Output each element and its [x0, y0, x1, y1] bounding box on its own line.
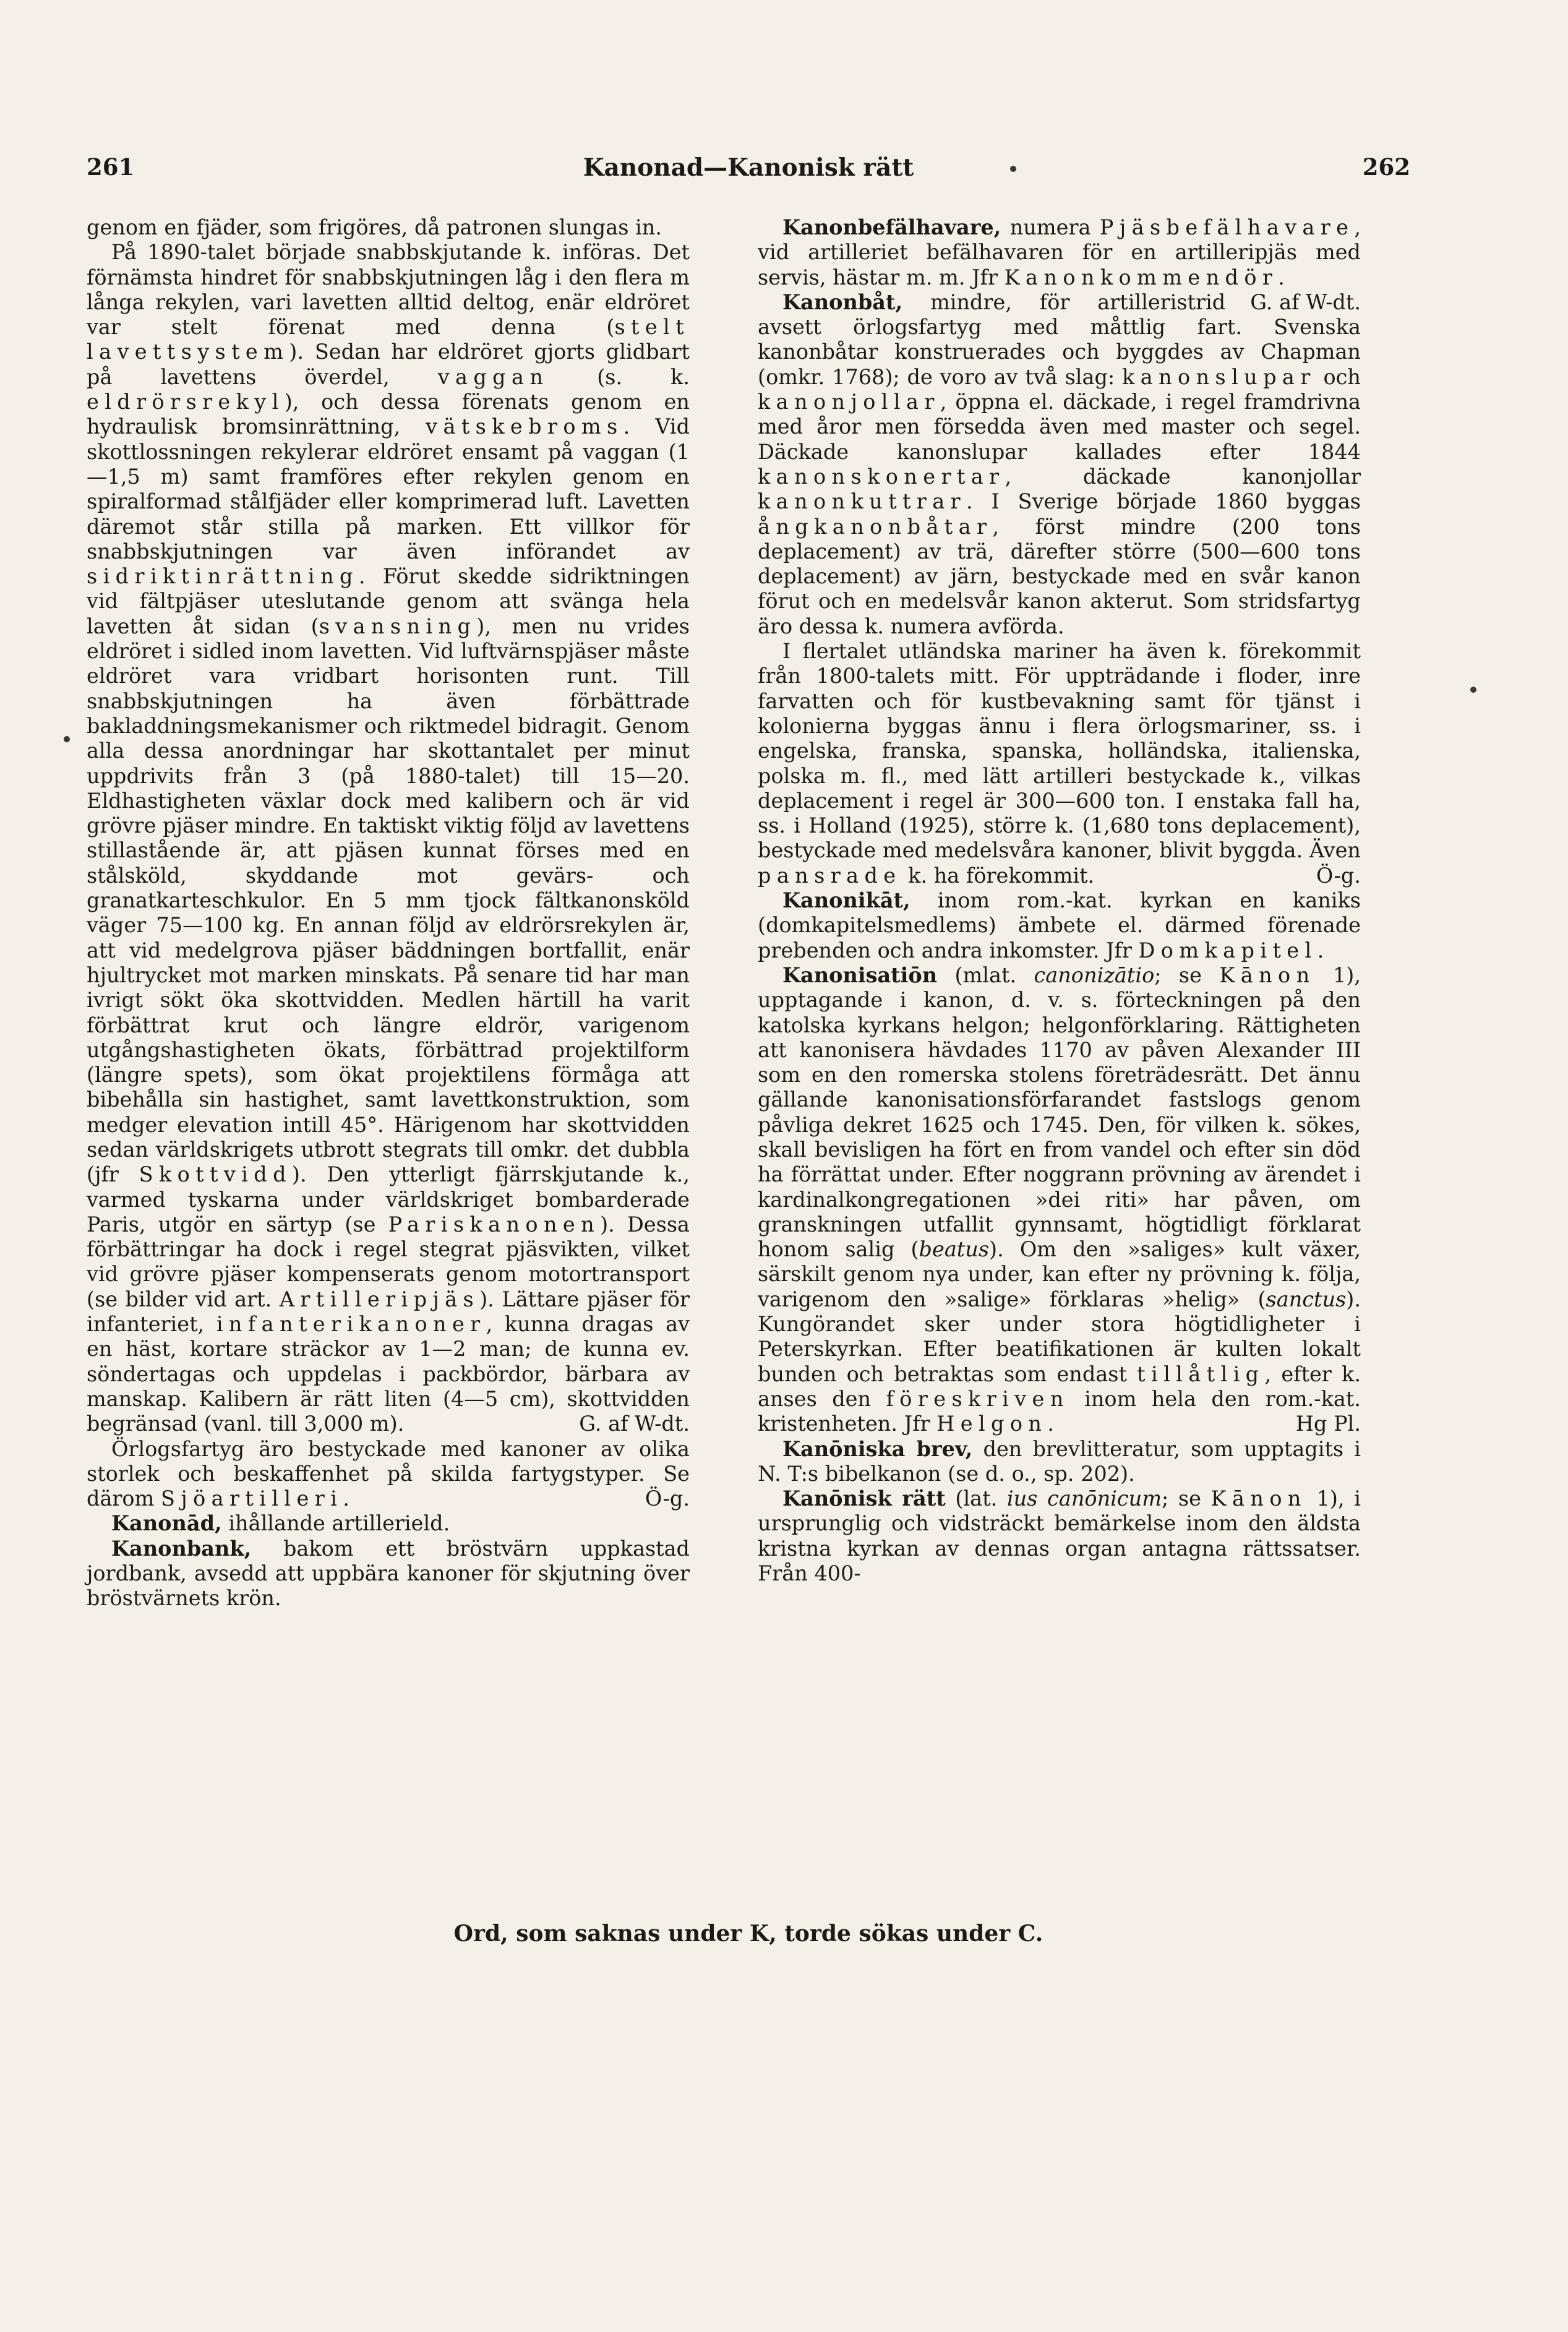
entry-kanonbefalhavare: Kanonbefälhavare, numera Pjäsbefälhavare, vid artilleriet befälhavaren för en artilleripjäs med servis, hästar m. m. Jfr Kanonkommendör. G. af W-dt. [758, 215, 1361, 314]
headword: Kanonbank, [111, 1536, 252, 1561]
right-column [758, 215, 1361, 1586]
author-signature: G. af W-dt. [579, 1412, 690, 1436]
headword: Kanonād, [111, 1511, 222, 1536]
headword: Kanonikāt, [782, 888, 910, 913]
headword: Kanonisatiōn [782, 962, 938, 987]
running-title: Kanonad—Kanonisk rätt [583, 153, 914, 182]
page-number-left: 261 [87, 153, 135, 181]
headword: Kanonbefälhavare, [782, 215, 1001, 239]
print-speck [1010, 166, 1016, 172]
headword: Kanonbåt, [782, 289, 903, 314]
article-paragraph: I flertalet utländska mariner ha även k. förekommit från 1800-talets mitt. För uppträdande i floder, inre farvatten och för kustbevakning samt för tjänst i kolonierna byggas ännu i flera örlogsmariner, ss. i engelska, franska, spanska, holländska, italienska, polska m. fl., med lätt artilleri bestyckade k., vilkas deplacement i regel är 300—600 ton. I enstaka fall ha, ss. i Holland (1925), större k. (1,680 tons deplacement), bestyckade med medelsvåra kanoner, blivit byggda. Även pansrade k. ha förekommit. Ö-g. [758, 639, 1361, 888]
footer-note: Ord, som saknas under K, torde sökas under C. [453, 1921, 1043, 1947]
page-number-right: 262 [1362, 153, 1410, 181]
headword: Kanōnisk rätt [782, 1486, 946, 1511]
print-speck [1470, 687, 1476, 693]
article-paragraph: Örlogsfartyg äro bestyckade med kanoner av olika storlek och beskaffenhet på skilda fartygstyper. Se därom Sjöartilleri. Ö-g. [87, 1436, 690, 1511]
author-signature: Hg Pl. [1295, 1412, 1361, 1436]
entry-kanonikat: Kanonikāt, inom rom.-kat. kyrkan en kaniks (domkapitelsmedlems) ämbete el. därmed förenade prebenden och andra inkomster. Jfr Domkapitel. [758, 888, 1361, 962]
article-continuation: genom en fjäder, som frigöres, då patronen slungas in. [87, 215, 662, 239]
author-signature: Ö-g. [1316, 863, 1361, 888]
entry-kanonisk-ratt: Kanōnisk rätt (lat. ius canōnicum; se Kānon 1), i ursprunglig och vidsträckt bemärkelse inom den äldsta kristna kyrkan av dennas organ antagna rättssatser. Från 400- [758, 1486, 1361, 1586]
entry-kanonisation: Kanonisatiōn (mlat. canonizātio; se Kānon 1), upptagande i kanon, d. v. s. förteckningen på den katolska kyrkans helgon; helgonförklaring. Rättigheten att kanonisera hävdades 1170 av påven Alexander III som en den romerska stolens företrädesrätt. Det ännu gällande kanonisationsförfarandet fastslogs genom påvliga dekret 1625 och 1745. Den, för vilken k. sökes, skall bevisligen ha fört en from vandel och efter sin död ha förrättat under. Efter noggrann prövning av ärendet i kardinalkongregationen »dei riti» har påven, om granskningen utfallit gynnsamt, högtidligt förklarat honom salig (beatus). Om den »saliges» kult växer, särskilt genom nya under, kan efter ny prövning k. följa, varigenom den »salige» förklaras »helig» (sanctus). Kungörandet sker under stora högtidligheter i Peterskyrkan. Efter beatifikationen är kulten lokalt bunden och betraktas som endast tillåtlig, efter k. anses den föreskriven inom hela den rom.-kat. kristenheten. Jfr Helgon. Hg Pl. [758, 962, 1361, 1436]
headword: Kanōniska brev, [782, 1436, 973, 1461]
author-signature: G. af W-dt. [1250, 289, 1361, 314]
author-signature: Ö-g. [645, 1486, 690, 1511]
entry-kanonad: Kanonād, ihållande artillerield. [111, 1511, 450, 1536]
left-column [87, 215, 690, 1611]
entry-kanonbank: Kanonbank, bakom ett bröstvärn uppkastad jordbank, avsedd att uppbära kanoner för skjutning över bröstvärnets krön. [87, 1536, 690, 1611]
article-paragraph: På 1890-talet började snabbskjutande k. införas. Det förnämsta hindret för snabbskjutningen låg i den flera m långa rekylen, vari lavetten alltid deltog, enär eldröret var stelt förenat med denna (stelt lavettsystem). Sedan har eldröret gjorts glidbart på lavettens överdel, vaggan (s. k. eldrörsrekyl), och dessa förenats genom en hydraulisk bromsinrättning, vätskebroms. Vid skottlossningen rekylerar eldröret ensamt på vaggan (1—1,5 m) samt framföres efter rekylen genom en spiralformad stålfjäder eller komprimerad luft. Lavetten däremot står stilla på marken. Ett villkor för snabbskjutningen var även införandet av sidriktinrättning. Förut skedde sidriktningen vid fältpjäser uteslutande genom att svänga hela lavetten åt sidan (svansning), men nu vrides eldröret i sidled inom lavetten. Vid luftvärnspjäser måste eldröret vara vridbart horisonten runt. Till snabbskjutningen ha även förbättrade bakladdningsmekanismer och riktmedel bidragit. Genom alla dessa anordningar har skottantalet per minut uppdrivits från 3 (på 1880-talet) till 15—20. Eldhastigheten växlar dock med kalibern och är vid grövre pjäser mindre. En taktiskt viktig följd av lavettens stillastående är, att pjäsen kunnat förses med en stålsköld, skyddande mot gevärs- och granatkarteschkulor. En 5 mm tjock fältkanonsköld väger 75—100 kg. En annan följd av eldrörsrekylen är, att vid medelgrova pjäser bäddningen bortfallit, enär hjultrycket mot marken minskats. På senare tid har man ivrigt sökt öka skottvidden. Medlen härtill ha varit förbättrat krut och längre eldrör, varigenom utgångshastigheten ökats, förbättrad projektilform (längre spets), som ökat projektilens förmåga att bibehålla sin hastighet, samt lavettkonstruktion, som medger elevation intill 45°. Härigenom har skottvidden sedan världskrigets utbrott stegrats till omkr. det dubbla (jfr Skottvidd). Den ytterligt fjärrskjutande k., varmed tyskarna under världskriget bombarderade Paris, utgör en särtyp (se Pariskanonen). Dessa förbättringar ha dock i regel stegrat pjäsvikten, vilket vid grövre pjäser kompenserats genom motortransport (se bilder vid art. Artilleripjäs). Lättare pjäser för infanteriet, infanterikanoner, kunna dragas av en häst, kortare sträckor av 1—2 man; de kunna ev. söndertagas och uppdelas i packbördor, bärbara av manskap. Kalibern är rätt liten (4—5 cm), skottvidden begränsad (vanl. till 3,000 m). G. af W-dt. [87, 240, 690, 1436]
page-header [87, 153, 1410, 191]
entry-kanonbat: Kanonbåt, mindre, för artilleristrid avsett örlogsfartyg med måttlig fart. Svenska kanonbåtar konstruerades och byggdes av Chapman (omkr. 1768); de voro av två slag: kanonslupar och kanonjollar, öppna el. däckade, i regel framdrivna med åror men försedda även med master och segel. Däckade kanonslupar kallades efter 1844 kanonskonertar, däckade kanonjollar kanonkuttrar. I Sverige började 1860 byggas ångkanonbåtar, först mindre (200 tons deplacement) av trä, därefter större (500—600 tons deplacement) av järn, bestyckade med en svår kanon förut och en medelsvår kanon akterut. Som stridsfartyg äro dessa k. numera avförda. [758, 289, 1361, 638]
entry-kanoniska-brev: Kanōniska brev, den brevlitteratur, som upptagits i N. T:s bibelkanon (se d. o., sp. 202). [758, 1436, 1361, 1486]
print-speck [64, 736, 70, 742]
